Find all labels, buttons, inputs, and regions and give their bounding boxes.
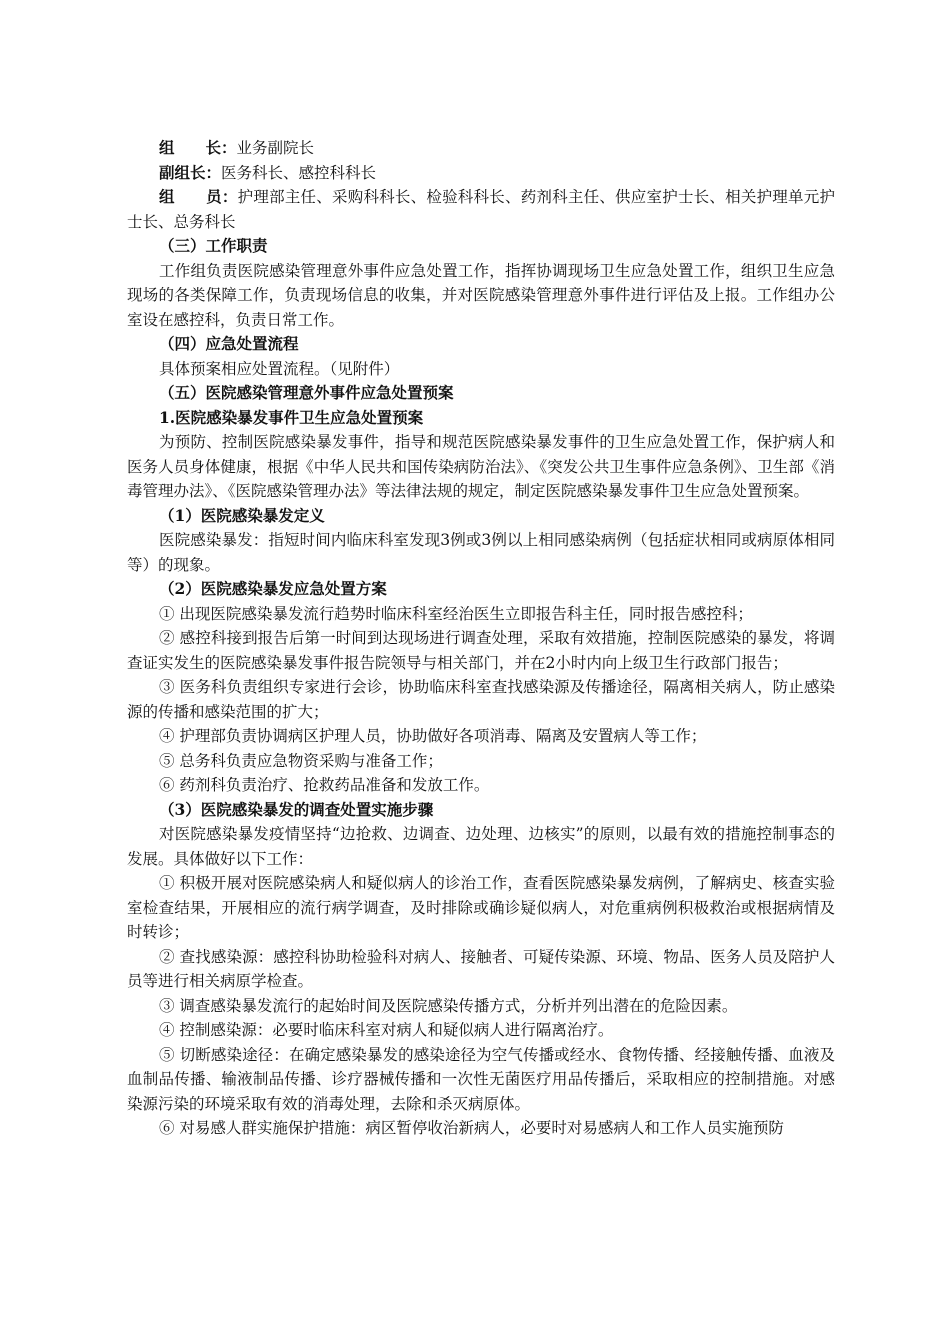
member-label: 组 员： — [159, 187, 238, 206]
member-line — [127, 185, 835, 234]
section-3-heading: （三）工作职责 — [159, 236, 268, 255]
plan-item: ③ 医务科负责组织专家进行会诊，协助临床科室查找感染源及传播途径，隔离相关病人，防止感染源的传播和感染范围的扩大； — [127, 678, 835, 721]
member-value: 护理部主任、采购科科长、检验科科长、药剂科主任、供应室护士长、相关护理单元护士长、总务科长 — [127, 188, 835, 231]
plan-item: ④ 护理部负责协调病区护理人员，协助做好各项消毒、隔离及安置病人等工作； — [159, 727, 707, 745]
steps-heading: （3）医院感染暴发的调查处置实施步骤 — [159, 799, 434, 819]
steps-item: ⑥ 对易感人群实施保护措施：病区暂停收治新病人，必要时对易感病人和工作人员实施预防 — [159, 1119, 784, 1137]
section-4-heading: （四）应急处置流程 — [159, 334, 299, 353]
deputy-label: 副组长： — [159, 162, 222, 182]
steps-item: ① 积极开展对医院感染病人和疑似病人的诊治工作，查看医院感染暴发病例，了解病史、核查实验室检查结果，开展相应的流行病学调查，及时排除或确诊疑似病人，对危重病例积极救治或根据病情及时转诊； — [127, 874, 835, 941]
steps-intro: 对医院感染暴发疫情坚持“边抢救、边调查、边处理、边核实”的原则，以最有效的措施控制事态的发展。具体做好以下工作： — [127, 825, 835, 868]
plan-item: ① 出现医院感染暴发流行趋势时临床科室经治医生立即报告科主任，同时报告感控科； — [159, 604, 753, 623]
plan-item: ⑤ 总务科负责应急物资采购与准备工作； — [159, 751, 443, 770]
steps-item: ② 查找感染源：感控科协助检验科对病人、接触者、可疑传染源、环境、物品、医务人员及陪护人员等进行相关病原学检查。 — [127, 947, 835, 990]
plan-item: ② 感控科接到报告后第一时间到达现场进行调查处理，采取有效措施，控制医院感染的暴发，将调查证实发生的医院感染暴发事件报告院领导与相关部门，并在2小时内向上级卫生行政部门报告； — [127, 629, 835, 672]
subsection-1-body: 为预防、控制医院感染暴发事件，指导和规范医院感染暴发事件的卫生应急处置工作，保护病人和医务人员身体健康，根据《中华人民共和国传染病防治法》、《突发公共卫生事件应急条例》、卫生部《消毒管理办法》、《医院感染管理办法》等法律法规的规定，制定医院感染暴发事件卫生应急处置预案。 — [127, 433, 835, 500]
leader-value: 业务副院长 — [236, 139, 315, 157]
subsection-1-heading: 1.医院感染暴发事件卫生应急处置预案 — [159, 407, 424, 427]
definition-body: 医院感染暴发：指短时间内临床科室发现3例或3例以上相同感染病例（包括症状相同或病原体相同等）的现象。 — [127, 531, 835, 574]
plan-item: ⑥ 药剂科负责治疗、抢救药品准备和发放工作。 — [159, 776, 490, 794]
section-3-body: 工作组负责医院感染管理意外事件应急处置工作，指挥协调现场卫生应急处置工作，组织卫生应急现场的各类保障工作，负责现场信息的收集，并对医院感染管理意外事件进行评估及上报。工作组办公室设在感控科，负责日常工作。 — [127, 261, 835, 329]
plan-heading: （2）医院感染暴发应急处置方案 — [159, 579, 387, 598]
definition-heading: （1）医院感染暴发定义 — [159, 505, 325, 525]
section-4-body: 具体预案相应处置流程。（见附件） — [159, 359, 400, 378]
steps-item: ③ 调查感染暴发流行的起始时间及医院感染传播方式，分析并列出潜在的危险因素。 — [159, 996, 738, 1015]
section-5-heading: （五）医院感染管理意外事件应急处置预案 — [159, 383, 454, 402]
steps-item: ④ 控制感染源：必要时临床科室对病人和疑似病人进行隔离治疗。 — [159, 1021, 614, 1039]
document-body — [127, 136, 835, 1141]
deputy-line — [127, 161, 835, 186]
leader-label: 组 长： — [159, 138, 237, 157]
leader-line — [127, 136, 835, 161]
deputy-value: 医务科长、感控科科长 — [221, 163, 377, 182]
steps-item: ⑤ 切断感染途径：在确定感染暴发的感染途径为空气传播或经水、食物传播、经接触传播、血液及血制品传播、输液制品传播、诊疗器械传播和一次性无菌医疗用品传播后，采取相应的控制措施。对感染源污染的环境采取有效的消毒处理，去除和杀灭病原体。 — [127, 1045, 835, 1113]
